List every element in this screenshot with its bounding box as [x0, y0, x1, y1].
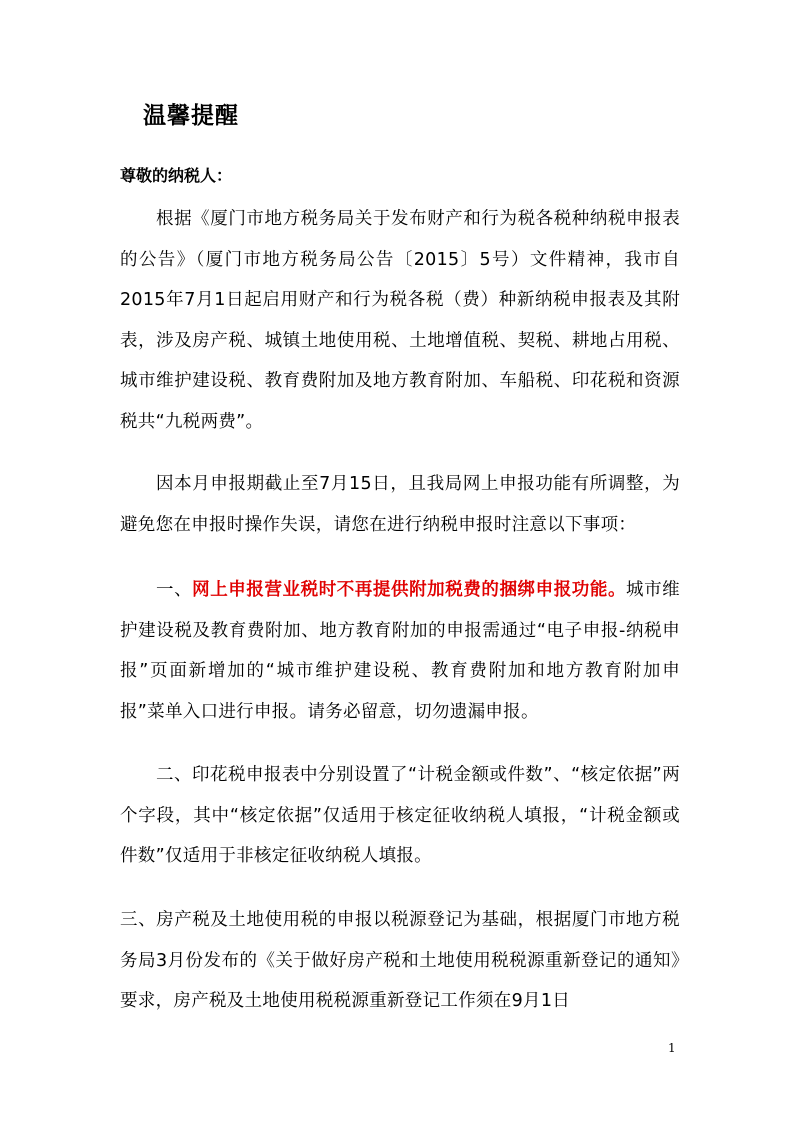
page-number: 1: [668, 1041, 676, 1055]
salutation: 尊敬的纳税人：: [120, 166, 233, 185]
item-one-text: 城市维护建设税及教育费附加、地方教育附加的申报需通过“电子申报-纳税申报”页面新增加的“城市维护建设税、教育费附加和地方教育附加申报”菜单入口进行申报。请务必留意，切勿遗漏申报。: [120, 580, 680, 722]
document-title: 温馨提醒: [143, 102, 239, 129]
item-two: 二、印花税申报表中分别设置了“计税金额或件数”、“核定依据”两个字段，其中“核定依据”仅适用于核定征收纳税人填报，“计税金额或件数”仅适用于非核定征收纳税人填报。: [120, 765, 680, 866]
paragraph-announcement: 根据《厦门市地方税务局关于发布财产和行为税各税种纳税申报表的公告》（厦门市地方税务局公告〔2015〕5号）文件精神，我市自2015年7月1日起启用财产和行为税各税（费）种新纳税申报表及其附表，涉及房产税、城镇土地使用税、土地增值税、契税、耕地占用税、城市维护建设税、教育费附加及地方教育附加、车船税、印花税和资源税共“九税两费”。: [120, 209, 680, 432]
item-one-prefix: 一、: [156, 580, 193, 600]
item-three: 三、房产税及土地使用税的申报以税源登记为基础，根据厦门市地方税务局3月份发布的《关于做好房产税和土地使用税税源重新登记的通知》要求，房产税及土地使用税税源重新登记工作须在9月1日: [120, 910, 680, 1011]
item-one: [120, 570, 680, 732]
item-one-highlight: 网上申报营业税时不再提供附加税费的捆绑申报功能。: [192, 580, 627, 600]
paragraph-deadline-notice: 因本月申报期截止至7月15日，且我局网上申报功能有所调整，为避免您在申报时操作失误，请您在进行纳税申报时注意以下事项：: [120, 474, 680, 535]
